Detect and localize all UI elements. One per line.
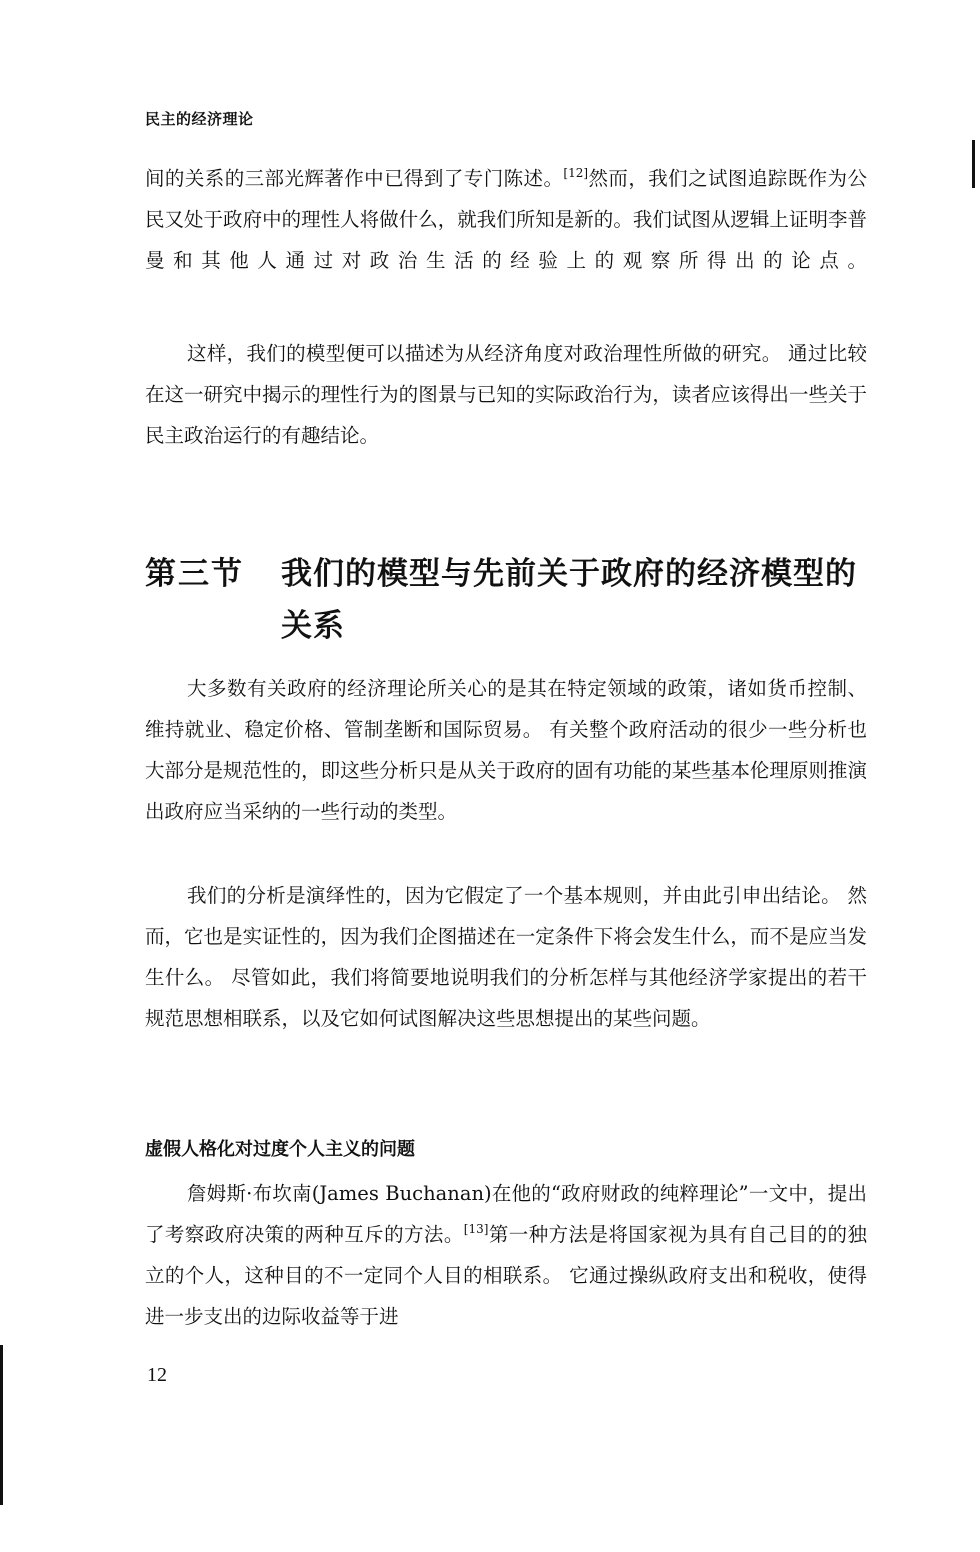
- paragraph-text: 詹姆斯·布坎南(James Buchanan)在他的“政府财政的纯粹理论”一文中，提出了考察政府决策的两种互斥的方法。: [145, 1182, 867, 1246]
- paragraph: 大多数有关政府的经济理论所关心的是其在特定领域的政策，诸如货币控制、维持就业、稳定价格、管制垄断和国际贸易。 有关整个政府活动的很少一些分析也大部分是规范性的，即这些分析只是从关于政府的固有功能的某些基本伦理原则推演出政府应当采纳的一些行动的类型。: [145, 677, 867, 823]
- section-title: 我们的模型与先前关于政府的经济模型的关系: [281, 556, 857, 644]
- subsection-heading: 虚假人格化对过度个人主义的问题: [145, 1139, 415, 1160]
- footnote-ref[interactable]: [13]: [463, 1222, 489, 1236]
- footnote-ref[interactable]: [12]: [563, 166, 589, 180]
- paragraph: 我们的分析是演绎性的，因为它假定了一个基本规则，并由此引申出结论。 然而，它也是实证性的，因为我们企图描述在一定条件下将会发生什么，而不是应当发生什么。 尽管如此，我们将简要地说明我们的分析怎样与其他经济学家提出的若干规范思想相联系，以及它如何试图解决这些思想提出的某些问题。: [145, 884, 867, 1030]
- page-number: 12: [147, 1364, 167, 1386]
- paragraph-text: 然而，我们之试图追踪既作为公民又处于政府中的理性人将做什么，就我们所知是新的。我们试图从逻辑上证明李普曼和其他人通过对政治生活的经验上的观察所得出的论点。: [145, 167, 867, 272]
- paragraph-text: 第一种方法是将国家视为具有自己目的的独立的个人，这种目的不一定同个人目的相联系。 它通过操纵政府支出和税收，使得进一步支出的边际收益等于进: [145, 1223, 867, 1328]
- scan-edge-mark: [972, 140, 975, 188]
- scan-edge-mark: [0, 1345, 3, 1505]
- paragraph: [145, 158, 867, 281]
- running-head: 民主的经济理论: [145, 110, 254, 128]
- paragraph: 这样，我们的模型便可以描述为从经济角度对政治理性所做的研究。 通过比较在这一研究中揭示的理性行为的图景与已知的实际政治行为，读者应该得出一些关于民主政治运行的有趣结论。: [145, 342, 867, 447]
- section-number: 第三节: [145, 556, 244, 592]
- paragraph-text: 间的关系的三部光辉著作中已得到了专门陈述。: [145, 167, 564, 190]
- paragraph: [145, 1173, 867, 1337]
